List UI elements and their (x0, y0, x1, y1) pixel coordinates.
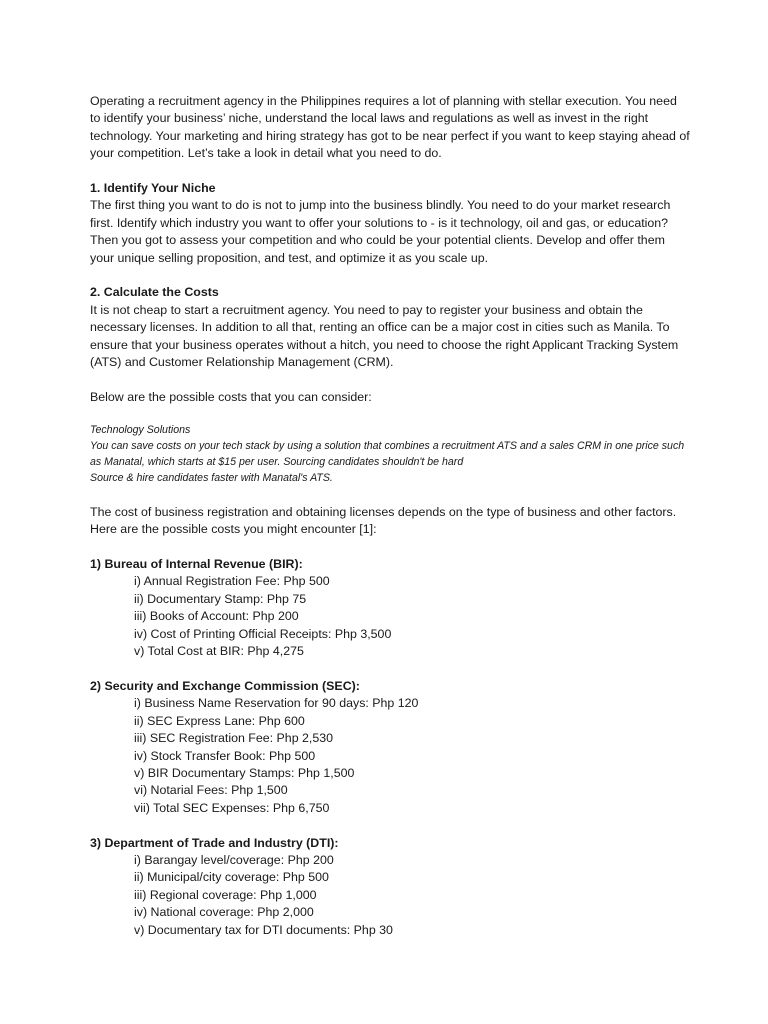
dti-cost-list (90, 852, 690, 939)
list-item: ii) SEC Express Lane: Php 600 (134, 713, 305, 728)
bir-title: 1) Bureau of Internal Revenue (BIR): (90, 557, 303, 572)
list-item: iv) Stock Transfer Book: Php 500 (134, 748, 316, 763)
dti-title: 3) Department of Trade and Industry (DTI): (90, 835, 339, 850)
costs-intro: Below are the possible costs that you can consider: (90, 389, 372, 404)
section-body-costs: It is not cheap to start a recruitment agency. You need to pay to register your business and obtain the necessary licenses. In addition to all that, renting an office can be a major cost in cities such as Manila. To ensure that your business operates without a hitch, you need to choose the right Applicant Tracking System (ATS) and Customer Relationship Management (CRM). (90, 302, 679, 370)
list-item: ii) Documentary Stamp: Php 75 (134, 591, 307, 606)
spacer (90, 486, 690, 503)
spacer (90, 539, 690, 556)
list-item: v) BIR Documentary Stamps: Php 1,500 (134, 765, 355, 780)
list-item: vii) Total SEC Expenses: Php 6,750 (134, 800, 330, 815)
section-body-niche: The first thing you want to do is not to jump into the business blindly. You need to do your market research first. Identify which industry you want to offer your solutions to - is it technology, oil and gas, or education? Then you got to assess your competition and who could be your potential clients. Develop and offer them your unique selling proposition, and test, and optimize it as you scale up. (90, 198, 671, 265)
list-item: vi) Notarial Fees: Php 1,500 (134, 783, 288, 798)
tech-solutions-note (90, 423, 690, 486)
list-item: ii) Municipal/city coverage: Php 500 (134, 870, 329, 885)
spacer (90, 267, 690, 284)
list-item: iii) Books of Account: Php 200 (134, 609, 299, 624)
intro-paragraph: Operating a recruitment agency in the Philippines requires a lot of planning with stellar execution. You need to identify your business’ niche, understand the local laws and regulations as well as invest in the right technology. Your marketing and hiring strategy has got to be near perfect if you want to keep staying ahead of your competition. Let’s take a look in detail what you need to do. (90, 94, 690, 161)
spacer (90, 371, 690, 388)
list-item: i) Barangay level/coverage: Php 200 (134, 852, 334, 867)
list-item: iv) Cost of Printing Official Receipts: Php 3,500 (134, 626, 392, 641)
tech-solutions-text: You can save costs on your tech stack by using a solution that combines a recruitment ATS and a sales CRM in one price such as Manatal, which starts at $15 per user. Sourcing candidates shouldn't be hard (90, 440, 685, 468)
spacer (90, 817, 690, 834)
tech-solutions-title: Technology Solutions (90, 424, 191, 437)
spacer (90, 163, 690, 180)
document-page (90, 93, 690, 939)
registration-intro: The cost of business registration and obtaining licenses depends on the type of business and other factors. Here are the possible costs you might encounter [1]: (90, 504, 677, 537)
list-item: v) Documentary tax for DTI documents: Php 30 (134, 922, 393, 937)
list-item: iv) National coverage: Php 2,000 (134, 905, 314, 920)
list-item: v) Total Cost at BIR: Php 4,275 (134, 644, 304, 659)
tech-solutions-text-2: Source & hire candidates faster with Manatal's ATS. (90, 471, 333, 484)
spacer (90, 406, 690, 419)
list-item: i) Annual Registration Fee: Php 500 (134, 574, 330, 589)
section-heading-costs: 2. Calculate the Costs (90, 285, 219, 300)
section-heading-niche: 1. Identify Your Niche (90, 181, 216, 196)
list-item: iii) SEC Registration Fee: Php 2,530 (134, 731, 334, 746)
list-item: i) Business Name Reservation for 90 days: Php 120 (134, 696, 419, 711)
spacer (90, 660, 690, 677)
bir-cost-list (90, 573, 690, 660)
list-item: iii) Regional coverage: Php 1,000 (134, 887, 317, 902)
sec-title: 2) Security and Exchange Commission (SEC): (90, 678, 360, 693)
sec-cost-list (90, 695, 690, 817)
